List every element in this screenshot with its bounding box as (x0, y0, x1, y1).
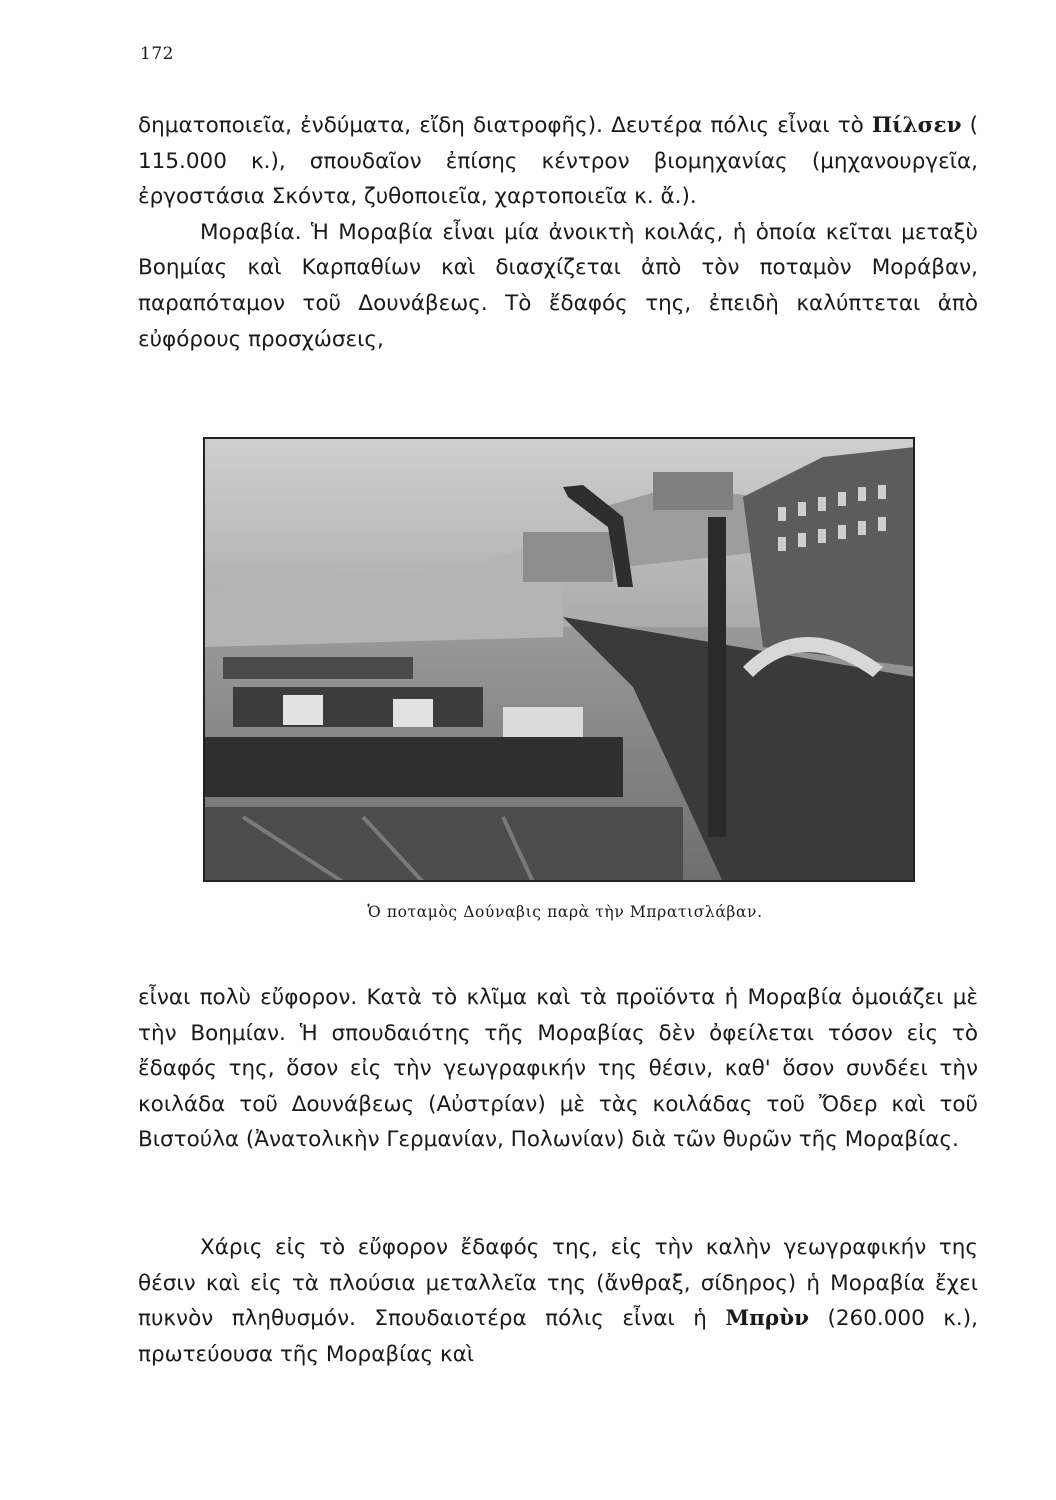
city-name-pilsen: Πίλσεν (871, 113, 962, 138)
castle (653, 472, 733, 510)
text-run: ( 115.000 κ.), σπουδαῖον ἐπίσης κέντρον βιομηχανίας (μηχανουργεῖα, ἐργοστάσια Σκόντα, ζυθοποιεῖα, χαρτοποιεῖα κ. ἄ.). (138, 113, 978, 210)
text-run: δηματοποιεῖα, ἐνδύματα, εἴδη διατροφῆς). Δευτέρα πόλις εἶναι τὸ (138, 113, 872, 138)
photo-caption: Ὁ ποταμὸς Δούναβις παρὰ τὴν Μπρατισλάβαν. (367, 903, 763, 921)
photo-illustration (203, 437, 915, 882)
text-run: Χάρις εἰς τὸ εὔφορον ἔδαφός της, εἰς τὴν καλὴν γεωγραφικήν της θέσιν καὶ εἰς τὰ πλούσια μεταλλεῖα της (ἄνθραξ, σίδηρος) ἡ Μοραβία ἔχει πυκνὸν πληθυσμόν. Σπουδαιοτέρα πόλις εἶναι ἡ (138, 1235, 978, 1332)
paragraph-moravia-geography: εἶναι πολὺ εὔφορον. Κατὰ τὸ κλῖμα καὶ τὰ προϊόντα ἡ Μοραβία ὁμοιάζει μὲ τὴν Βοημίαν. Ἡ σπουδαιότης τῆς Μοραβίας δὲν ὀφείλεται τόσον εἰς τὸ ἔδαφός της, ὅσον εἰς τὴν γεωγραφικήν της θέσιν, καθ' ὅσον συνδέει τὴν κοιλάδα τοῦ Δουνάβεως (Αὐστρίαν) μὲ τὰς κοιλάδας τοῦ Ὄδερ καὶ τοῦ Βιστούλα (Ἀνατολικὴν Γερμανίαν, Πολωνίαν) διὰ τῶν θυρῶν τῆς Μοραβίας. (138, 985, 978, 1153)
page-number: 172 (140, 44, 174, 64)
city-name-brno: Μπρὺν (725, 1306, 809, 1332)
moravia-intro: Μοραβία. Ἡ Μοραβία εἶναι μία ἀνοικτὴ κοιλάς, ἡ ὁποία κεῖται μεταξὺ Βοημίας καὶ Καρπαθίων καὶ διασχίζεται ἀπὸ τὸν ποταμὸν Μοράβαν, παραπόταμον τοῦ Δουνάβεως. Τὸ ἔδαφός της, ἐπειδὴ καλύπτεται ἀπὸ εὐφόρους προσχώσεις, (138, 219, 978, 352)
crane-tower (708, 517, 726, 837)
building-left (523, 532, 613, 582)
paragraph-bohemia-moravia (138, 108, 978, 357)
paragraph-moravia-population (138, 1230, 978, 1372)
text-run: (260.000 κ.), πρωτεύουσα τῆς Μοραβίας καὶ (138, 1306, 978, 1367)
photo-danube-bratislava (203, 437, 915, 882)
